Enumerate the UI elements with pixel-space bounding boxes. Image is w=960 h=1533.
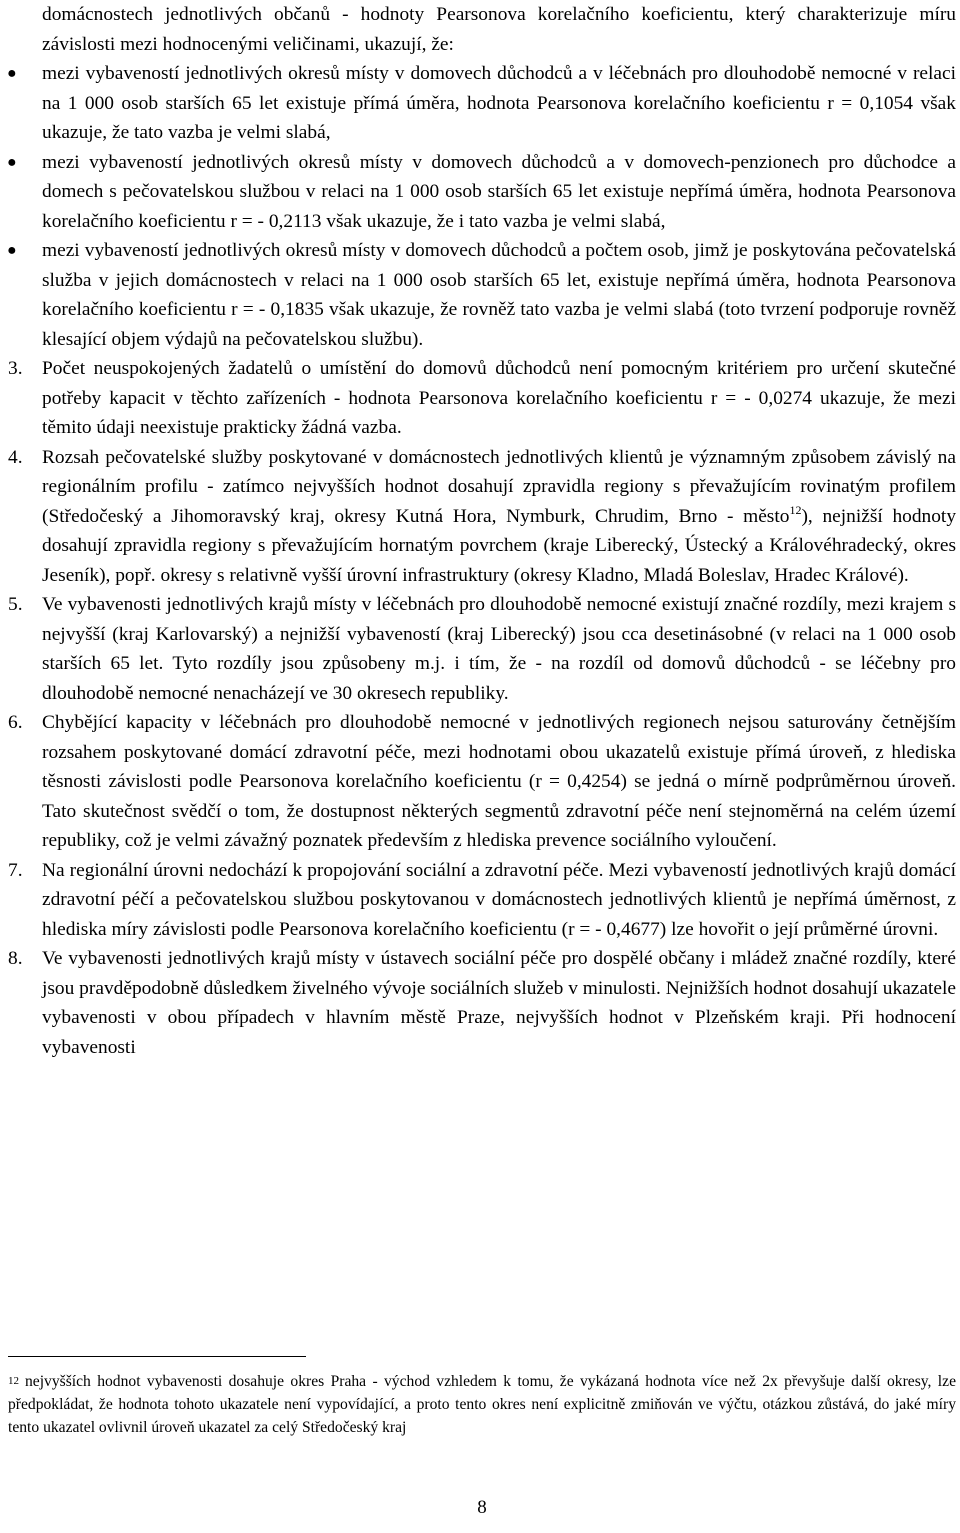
footnote-text: nejvyšších hodnot vybavenosti dosahuje okres Praha - východ vzhledem k tomu, že vykázaná hodnota více než 2x převyšuje další okresy, lze předpokládat, že hodnota tohoto ukazatele není vypovídající, a proto tento okres není explicitně zmiňován ve výčtu, otázkou zůstává, do jaké míry tento ukazatel ovlivnil úroveň ukazatel za celý Středočeský kraj [8,1373,956,1437]
bullet-text: mezi vybaveností jednotlivých okresů místy v domovech důchodců a v domovech-penzionech pro důchodce a domech s pečovatelskou službou v relaci na 1 000 osob starších 65 let existuje nepřímá úměra, hodnota Pearsonova korelačního koeficientu r = - 0,2113 však ukazuje, že i tato vazba je velmi slabá, [42,151,956,232]
page-number: 8 [477,1497,487,1518]
item-text-after: ), nejnižší hodnoty dosahují zpravidla regiony s převažujícím hornatým povrchem (kraje Liberecký, Ústecký a Královéhradecký, okres Jeseník), popř. okresy s relativně vyšší úrovní infrastruktury (okresy Kladno, Mladá Boleslav, Hradec Králové). [42,505,957,586]
item-number: 6. [8,712,23,733]
item-text: Chybějící kapacity v léčebnách pro dlouhodobě nemocné v jednotlivých regionech nejsou saturovány četnějším rozsahem poskytované domácí zdravotní péče, mezi hodnotami obou ukazatelů existuje přímá úroveň, z hlediska těsnosti závislosti podle Pearsonova korelačního koeficientu (r = 0,4254) se jedná o mírně podprůměrnou úroveň. Tato skutečnost svědčí o tom, že dostupnost některých segmentů zdravotní péče není stejnoměrná na celém území republiky, což je velmi závažný poznatek především z hlediska prevence sociálního vyloučení. [42,712,956,851]
item-text: Počet neuspokojených žadatelů o umístění do domovů důchodců není pomocným kritériem pro určení skutečné potřeby kapacit v těchto zařízeních - hodnota Pearsonova korelačního koeficientu r = - 0,0274 ukazuje, že mezi těmito údaji neexistuje prakticky žádná vazba. [42,358,956,438]
numbered-item-4 [8,443,956,591]
bullet-icon: ● [7,65,17,82]
item-number: 8. [8,948,23,969]
bullet-item-3 [8,236,956,354]
item-text: Ve vybavenosti jednotlivých krajů místy v léčebnách pro dlouhodobě nemocné existují značné rozdíly, mezi krajem s nejvyšší (kraj Karlovarský) a nejnižší vybaveností (kraj Liberecký) jsou cca desetinásobné (v relaci na 1 000 osob starších 65 let. Tyto rozdíly jsou způsobeny m.j. i tím, že - na rozdíl od domovů důchodců - se léčebny pro dlouhodobě nemocné nenacházejí ve 30 okresech republiky. [42,594,956,704]
bullet-icon: ● [7,153,17,171]
numbered-item-5 [8,590,956,708]
numbered-item-3 [8,354,956,443]
footnote-divider [8,1356,306,1357]
bullet-text: mezi vybaveností jednotlivých okresů místy v domovech důchodců a v léčebnách pro dlouhodobě nemocné v relaci na 1 000 osob starších 65 let existuje přímá úměra, hodnota Pearsonova korelačního koeficientu r = 0,1054 však ukazuje, že tato vazba je velmi slabá, [42,63,956,143]
numbered-item-8 [8,944,956,1062]
numbered-item-6 [8,708,956,856]
item-number: 4. [8,446,23,468]
item-number: 7. [8,859,23,881]
footnote [8,1370,956,1440]
bullet-text: mezi vybaveností jednotlivých okresů místy v domovech důchodců a počtem osob, jimž je poskytována pečovatelská služba v jejich domácnostech v relaci na 1 000 osob starších 65 let, existuje nepřímá úměra, hodnota Pearsonova korelačního koeficientu r = - 0,1835 však ukazuje, že rovněž tato vazba je velmi slabá (toto tvrzení podporuje rovněž klesající objem výdajů na pečovatelskou službu). [42,240,956,350]
item-text-before: Rozsah pečovatelské služby poskytované v domácnostech jednotlivých klientů je významným způsobem závislý na regionálním profilu - zatímco nejvyšších hodnot dosahují zpravidla regiony s převažujícím rovinatým profilem (Středočeský a Jihomoravský kraj, okresy Kutná Hora, Nymburk, Chrudim, Brno - město [42,446,956,527]
item-number: 3. [8,358,23,379]
footnote-mark: 12 [8,1375,19,1387]
bullet-item-1 [8,59,956,148]
footnote-reference[interactable]: 12 [789,502,802,517]
item-number: 5. [8,594,23,615]
bullet-item-2 [8,148,956,237]
item-text: Ve vybavenosti jednotlivých krajů místy v ústavech sociální péče pro dospělé občany i mládež značné rozdíly, které jsou pravděpodobně důsledkem živelného vývoje sociálních služeb v minulosti. Nejnižších hodnot dosahují ukazatele vybavenosti v obou případech v hlavním městě Praze, nejvyšších hodnot v Plzeňském kraji. Při hodnocení vybavenosti [42,948,956,1058]
intro-paragraph: domácnostech jednotlivých občanů - hodnoty Pearsonova korelačního koeficientu, který charakterizuje míru závislosti mezi hodnocenými veličinami, ukazují, že: [42,4,956,55]
document-page [7,0,957,1518]
bullet-icon: ● [7,242,17,259]
item-text: Na regionální úrovni nedochází k propojování sociální a zdravotní péče. Mezi vybaveností jednotlivých krajů domácí zdravotní péčí a pečovatelskou službou poskytovanou v domácnostech jednotlivých klientů je nepřímá úměrnost, z hlediska míry závislosti podle Pearsonova korelačního koeficientu (r = - 0,4677) lze hovořit o její průměrné úrovni. [42,859,956,940]
numbered-item-7 [8,856,956,945]
